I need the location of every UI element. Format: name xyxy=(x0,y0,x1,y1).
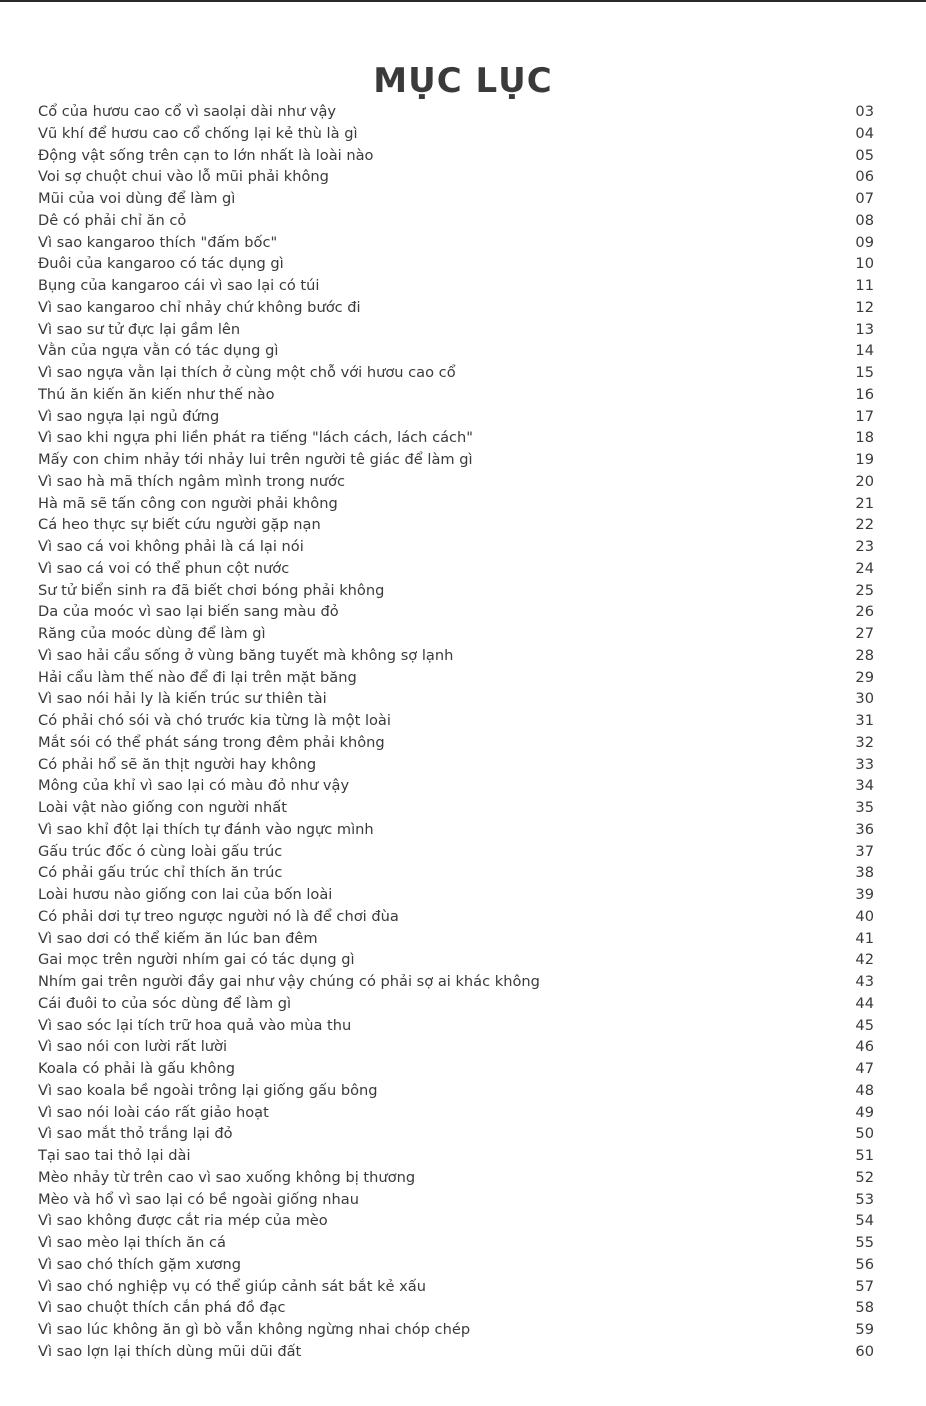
toc-entry-title: Vì sao ngựa vằn lại thích ở cùng một chỗ với hươu cao cổ xyxy=(38,364,456,381)
toc-entry-title: Vằn của ngựa vằn có tác dụng gì xyxy=(38,342,279,360)
toc-entry xyxy=(38,1319,874,1341)
toc-entry xyxy=(38,514,874,536)
toc-entry xyxy=(38,732,874,754)
toc-entry-title: Động vật sống trên cạn to lớn nhất là loài nào xyxy=(38,146,374,164)
toc-entry xyxy=(38,253,874,275)
toc-entry-title: Vì sao ngựa lại ngủ đứng xyxy=(38,407,220,425)
toc-entry xyxy=(38,1167,874,1189)
toc-entry xyxy=(38,667,874,689)
toc-entry-title: Có phải chó sói và chó trước kia từng là một loài xyxy=(38,712,391,729)
toc-entry-page-number: 21 xyxy=(855,494,874,512)
toc-entry-title: Loài hươu nào giống con lai của bốn loài xyxy=(38,886,333,903)
toc-entry-title: Vì sao chó nghiệp vụ có thể giúp cảnh sát bắt kẻ xấu xyxy=(38,1277,426,1295)
toc-entry-page-number: 40 xyxy=(855,907,874,925)
toc-entry-page-number: 43 xyxy=(855,973,874,990)
toc-entry xyxy=(38,449,874,471)
toc-entry-page-number: 57 xyxy=(855,1277,874,1295)
toc-entry-title: Vì sao cá voi có thể phun cột nước xyxy=(38,559,290,577)
toc-entry xyxy=(38,145,874,167)
toc-entry-page-number: 45 xyxy=(855,1016,874,1034)
toc-entry-page-number: 44 xyxy=(855,994,874,1012)
toc-entry xyxy=(38,101,874,123)
toc-entry-page-number: 18 xyxy=(855,429,874,447)
toc-entry-page-number: 19 xyxy=(855,451,874,468)
toc-entry xyxy=(38,819,874,841)
toc-entry-page-number: 51 xyxy=(855,1147,874,1164)
toc-entry-title: Mông của khỉ vì sao lại có màu đỏ như vậy xyxy=(38,777,350,795)
toc-entry-title: Vì sao khi ngựa phi liền phát ra tiếng "lách cách, lách cách" xyxy=(38,429,474,447)
toc-entry-page-number: 12 xyxy=(855,298,874,316)
toc-entry-title: Mèo nhảy từ trên cao vì sao xuống không bị thương xyxy=(38,1168,416,1186)
toc-entry-page-number: 31 xyxy=(855,712,874,729)
toc-entry-title: Vì sao cá voi không phải là cá lại nói xyxy=(38,538,304,555)
toc-entry-title: Đuôi của kangaroo có tác dụng gì xyxy=(38,255,284,273)
toc-entry-title: Có phải gấu trúc chỉ thích ăn trúc xyxy=(38,864,283,882)
toc-entry xyxy=(38,862,874,884)
toc-entry-page-number: 49 xyxy=(855,1103,874,1121)
toc-entry xyxy=(38,906,874,928)
toc-entry xyxy=(38,1189,874,1211)
toc-entry-page-number: 25 xyxy=(855,581,874,599)
toc-entry xyxy=(38,1015,874,1037)
toc-entry-page-number: 41 xyxy=(855,929,874,947)
toc-entry-page-number: 22 xyxy=(855,516,874,534)
toc-entry xyxy=(38,384,874,406)
toc-entry xyxy=(38,275,874,297)
toc-entry xyxy=(38,710,874,732)
toc-entry-title: Vì sao koala bề ngoài trông lại giống gấu bông xyxy=(38,1081,378,1099)
toc-entry xyxy=(38,406,874,428)
toc-entry-page-number: 16 xyxy=(855,385,874,403)
toc-entry-title: Vì sao lợn lại thích dùng mũi dũi đất xyxy=(38,1342,302,1360)
toc-entry xyxy=(38,1254,874,1276)
toc-entry-page-number: 37 xyxy=(855,842,874,860)
toc-entry-page-number: 32 xyxy=(855,733,874,751)
toc-entry xyxy=(38,949,874,971)
toc-entry-page-number: 30 xyxy=(855,690,874,708)
toc-entry-page-number: 08 xyxy=(855,211,874,229)
toc-entry xyxy=(38,645,874,667)
toc-entry-page-number: 28 xyxy=(855,646,874,664)
toc-entry xyxy=(38,471,874,493)
toc-entry xyxy=(38,123,874,145)
toc-entry-title: Mắt sói có thể phát sáng trong đêm phải không xyxy=(38,733,385,751)
toc-entry-page-number: 42 xyxy=(855,951,874,969)
toc-entry xyxy=(38,928,874,950)
toc-entry-title: Vì sao chuột thích cắn phá đồ đạc xyxy=(38,1299,286,1317)
toc-entry xyxy=(38,841,874,863)
toc-entry-page-number: 14 xyxy=(855,342,874,360)
toc-entry-page-number: 06 xyxy=(855,168,874,186)
toc-entry xyxy=(38,493,874,515)
toc-entry-title: Vì sao hải cẩu sống ở vùng băng tuyết mà không sợ lạnh xyxy=(38,646,454,664)
toc-entry-page-number: 59 xyxy=(855,1321,874,1338)
toc-entry xyxy=(38,362,874,384)
toc-entry-page-number: 10 xyxy=(855,255,874,273)
toc-entry-page-number: 58 xyxy=(855,1299,874,1317)
toc-entry-page-number: 47 xyxy=(855,1060,874,1077)
toc-entry-title: Hà mã sẽ tấn công con người phải không xyxy=(38,494,338,512)
toc-entry xyxy=(38,340,874,362)
toc-entry-title: Dê có phải chỉ ăn cỏ xyxy=(38,211,187,229)
toc-entry-title: Vì sao hà mã thích ngâm mình trong nước xyxy=(38,472,346,490)
toc-entry-page-number: 52 xyxy=(855,1168,874,1186)
toc-entry-title: Vì sao dơi có thể kiếm ăn lúc ban đêm xyxy=(38,929,318,947)
toc-entry xyxy=(38,754,874,776)
toc-entry-page-number: 38 xyxy=(855,864,874,882)
toc-entry xyxy=(38,319,874,341)
toc-entry-title: Mèo và hổ vì sao lại có bề ngoài giống nhau xyxy=(38,1190,359,1208)
toc-entry xyxy=(38,297,874,319)
toc-entry-title: Vì sao nói con lười rất lười xyxy=(38,1038,228,1056)
toc-entry-page-number: 29 xyxy=(855,668,874,686)
toc-entry-page-number: 09 xyxy=(855,233,874,251)
toc-entry xyxy=(38,580,874,602)
toc-entry-title: Vì sao chó thích gặm xương xyxy=(38,1255,241,1273)
toc-entry-title: Vì sao sư tử đực lại gầm lên xyxy=(38,320,241,338)
toc-entry xyxy=(38,1123,874,1145)
toc-entry-title: Vì sao sóc lại tích trữ hoa quả vào mùa thu xyxy=(38,1016,352,1034)
toc-entry-title: Vì sao nói loài cáo rất giảo hoạt xyxy=(38,1103,269,1121)
toc-entry xyxy=(38,1297,874,1319)
toc-entry xyxy=(38,688,874,710)
toc-entry-title: Gấu trúc đốc ó cùng loài gấu trúc xyxy=(38,842,283,860)
toc-entry xyxy=(38,993,874,1015)
toc-entry xyxy=(38,601,874,623)
toc-entry xyxy=(38,1080,874,1102)
toc-entry-page-number: 17 xyxy=(855,407,874,425)
toc-entry-page-number: 23 xyxy=(855,538,874,555)
toc-entry xyxy=(38,971,874,993)
toc-entry xyxy=(38,623,874,645)
toc-entry-title: Vì sao mèo lại thích ăn cá xyxy=(38,1234,226,1251)
toc-entry xyxy=(38,1145,874,1167)
toc-entry-title: Thú ăn kiến ăn kiến như thế nào xyxy=(38,385,275,403)
toc-entry-title: Có phải dơi tự treo ngược người nó là để chơi đùa xyxy=(38,907,399,925)
toc-entry xyxy=(38,1036,874,1058)
toc-entry-title: Bụng của kangaroo cái vì sao lại có túi xyxy=(38,277,320,294)
toc-entry-page-number: 60 xyxy=(855,1342,874,1360)
toc-entry-page-number: 07 xyxy=(855,190,874,207)
toc-entry-page-number: 53 xyxy=(855,1190,874,1208)
toc-entry-page-number: 56 xyxy=(855,1255,874,1273)
toc-entry-page-number: 36 xyxy=(855,820,874,838)
toc-entry-page-number: 27 xyxy=(855,625,874,642)
toc-entry-title: Vì sao không được cắt ria mép của mèo xyxy=(38,1212,328,1230)
toc-entry-title: Vì sao khỉ đột lại thích tự đánh vào ngực mình xyxy=(38,820,374,838)
toc-entry xyxy=(38,797,874,819)
toc-entry-page-number: 34 xyxy=(855,777,874,795)
toc-entry-title: Cái đuôi to của sóc dùng để làm gì xyxy=(38,994,292,1012)
toc-entry-page-number: 11 xyxy=(855,277,874,294)
toc-entry-title: Cổ của hươu cao cổ vì saolại dài như vậy xyxy=(38,103,337,120)
toc-entry xyxy=(38,558,874,580)
toc-entry xyxy=(38,1210,874,1232)
toc-entry xyxy=(38,536,874,558)
toc-entry-title: Có phải hổ sẽ ăn thịt người hay không xyxy=(38,755,317,773)
toc-entry-title: Loài vật nào giống con người nhất xyxy=(38,799,287,816)
toc-entry-page-number: 33 xyxy=(855,755,874,773)
toc-entry-page-number: 13 xyxy=(855,320,874,338)
toc-entry-page-number: 20 xyxy=(855,472,874,490)
toc-entry-title: Tại sao tai thỏ lại dài xyxy=(38,1147,191,1164)
toc-entry-page-number: 54 xyxy=(855,1212,874,1230)
toc-entry xyxy=(38,166,874,188)
toc-entry-page-number: 05 xyxy=(855,146,874,164)
toc-entry xyxy=(38,427,874,449)
toc-entry-title: Voi sợ chuột chui vào lỗ mũi phải không xyxy=(38,168,329,186)
toc-entry-title: Sư tử biển sinh ra đã biết chơi bóng phải không xyxy=(38,581,385,599)
toc-entry xyxy=(38,1276,874,1298)
toc-entry-title: Hải cẩu làm thế nào để đi lại trên mặt băng xyxy=(38,668,357,686)
toc-entry-title: Vì sao nói hải ly là kiến trúc sư thiên tài xyxy=(38,690,327,708)
toc-entry xyxy=(38,232,874,254)
toc-entry-page-number: 50 xyxy=(855,1125,874,1143)
toc-entry xyxy=(38,1232,874,1254)
toc-entry-title: Vì sao kangaroo chỉ nhảy chứ không bước đi xyxy=(38,298,361,316)
toc-entry-title: Răng của moóc dùng để làm gì xyxy=(38,625,266,642)
toc-entry-page-number: 48 xyxy=(855,1081,874,1099)
toc-entry xyxy=(38,1058,874,1080)
toc-entry-page-number: 04 xyxy=(855,124,874,142)
toc-entry-title: Mấy con chim nhảy tới nhảy lui trên người tê giác để làm gì xyxy=(38,451,473,468)
toc-entry-page-number: 03 xyxy=(855,103,874,120)
toc-entry-title: Gai mọc trên người nhím gai có tác dụng gì xyxy=(38,951,355,969)
toc-entry-title: Vì sao mắt thỏ trắng lại đỏ xyxy=(38,1125,233,1143)
toc-entry xyxy=(38,1341,874,1363)
toc-entry xyxy=(38,1102,874,1124)
toc-entry-page-number: 46 xyxy=(855,1038,874,1056)
toc-entry xyxy=(38,188,874,210)
toc-entry-title: Koala có phải là gấu không xyxy=(38,1060,235,1077)
toc-entry-page-number: 35 xyxy=(855,799,874,816)
toc-entry-title: Vũ khí để hươu cao cổ chống lại kẻ thù là gì xyxy=(38,124,358,142)
table-of-contents xyxy=(38,101,874,1363)
toc-entry xyxy=(38,775,874,797)
toc-entry-page-number: 39 xyxy=(855,886,874,903)
toc-entry-title: Nhím gai trên người đầy gai như vậy chúng có phải sợ ai khác không xyxy=(38,973,540,990)
toc-entry-page-number: 55 xyxy=(855,1234,874,1251)
toc-entry-title: Cá heo thực sự biết cứu người gặp nạn xyxy=(38,516,321,534)
page-title: MỤC LỤC xyxy=(373,60,553,101)
page-top-edge xyxy=(0,0,926,2)
toc-entry-page-number: 26 xyxy=(855,603,874,621)
toc-entry-title: Mũi của voi dùng để làm gì xyxy=(38,190,236,207)
toc-entry-title: Vì sao lúc không ăn gì bò vẫn không ngừng nhai chóp chép xyxy=(38,1321,471,1338)
toc-entry-page-number: 15 xyxy=(855,364,874,381)
toc-entry-page-number: 24 xyxy=(855,559,874,577)
toc-entry-title: Vì sao kangaroo thích "đấm bốc" xyxy=(38,233,278,251)
toc-entry-title: Da của moóc vì sao lại biến sang màu đỏ xyxy=(38,603,339,621)
toc-entry xyxy=(38,210,874,232)
toc-entry xyxy=(38,884,874,906)
